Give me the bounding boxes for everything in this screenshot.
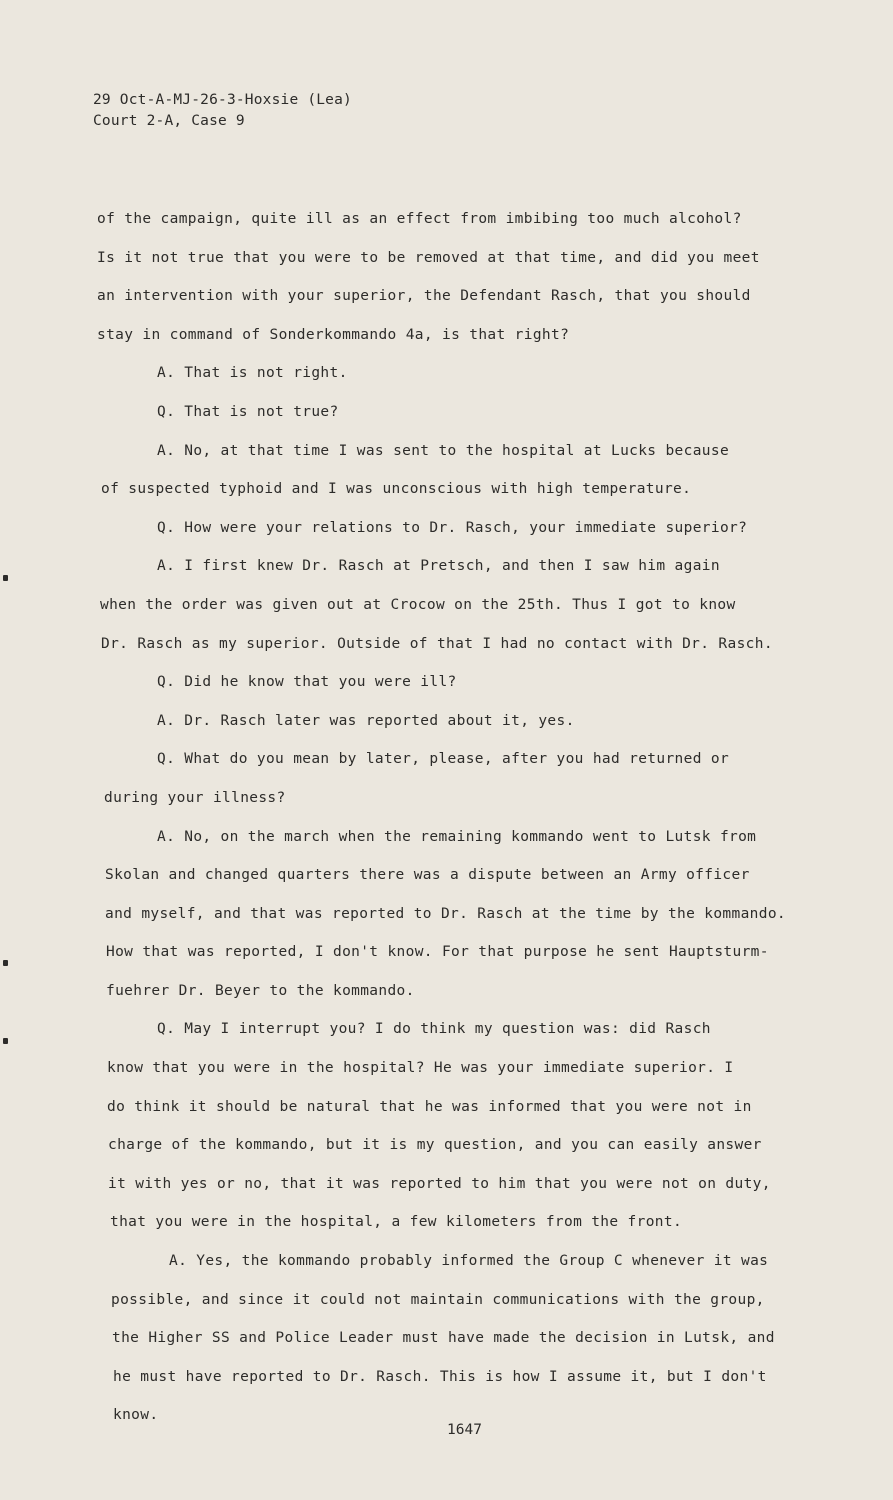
text-line: Dr. Rasch as my superior. Outside of that I had no contact with Dr. Rasch. [101,635,773,652]
margin-mark [3,1038,8,1044]
answer-line: A. Dr. Rasch later was reported about it, yes. [157,712,575,729]
question-line: Q. What do you mean by later, please, after you had returned or [157,751,730,768]
text-line: of suspected typhoid and I was unconscious with high temperature. [101,481,692,498]
text-line: Is it not true that you were to be removed at that time, and did you meet [97,249,760,266]
margin-mark [3,575,8,581]
answer-line: A. Yes, the kommando probably informed the Group C whenever it was [169,1253,769,1270]
text-line: charge of the kommando, but it is my question, and you can easily answer [108,1137,762,1154]
margin-mark [3,960,8,966]
document-header [93,90,352,132]
question-line: Q. How were your relations to Dr. Rasch, your immediate superior? [157,519,748,536]
answer-line: A. No, at that time I was sent to the hospital at Lucks because [157,442,730,459]
question-line: Q. That is not true? [157,403,339,420]
text-line: know that you were in the hospital? He was your immediate superior. I [107,1060,734,1077]
text-line: when the order was given out at Crocow on the 25th. Thus I got to know [100,596,736,613]
text-line: the Higher SS and Police Leader must have made the decision in Lutsk, and [112,1330,775,1347]
text-line: an intervention with your superior, the Defendant Rasch, that you should [97,288,751,305]
answer-line: A. That is not right. [157,365,348,382]
text-line: do think it should be natural that he was informed that you were not in [107,1098,752,1115]
text-line: How that was reported, I don't know. For that purpose he sent Hauptsturm- [106,944,769,961]
text-line: that you were in the hospital, a few kilometers from the front. [110,1214,683,1231]
text-line: know. [113,1407,159,1424]
answer-line: A. No, on the march when the remaining kommando went to Lutsk from [157,828,757,845]
text-line: of the campaign, quite ill as an effect from imbibing too much alcohol? [97,211,742,227]
header-line-2: Court 2-A, Case 9 [93,113,245,129]
header-line-1: 29 Oct-A-MJ-26-3-Hoxsie (Lea) [93,92,352,108]
text-line: and myself, and that was reported to Dr. Rasch at the time by the kommando. [105,905,786,922]
text-line: stay in command of Sonderkommando 4a, is that right? [97,326,570,343]
question-line: Q. Did he know that you were ill? [157,674,457,691]
text-line: fuehrer Dr. Beyer to the kommando. [106,982,415,999]
transcript-body [97,200,837,1435]
answer-line: A. I first knew Dr. Rasch at Pretsch, and then I saw him again [157,558,720,575]
text-line: Skolan and changed quarters there was a dispute between an Army officer [105,867,750,884]
text-line: during your illness? [104,789,286,806]
question-line: Q. May I interrupt you? I do think my question was: did Rasch [157,1021,711,1038]
text-line: he must have reported to Dr. Rasch. This is how I assume it, but I don't [113,1368,767,1385]
text-line: it with yes or no, that it was reported to him that you were not on duty, [108,1175,771,1192]
page-number: 1647 [447,1422,482,1438]
text-line: possible, and since it could not maintain communications with the group, [111,1291,765,1308]
